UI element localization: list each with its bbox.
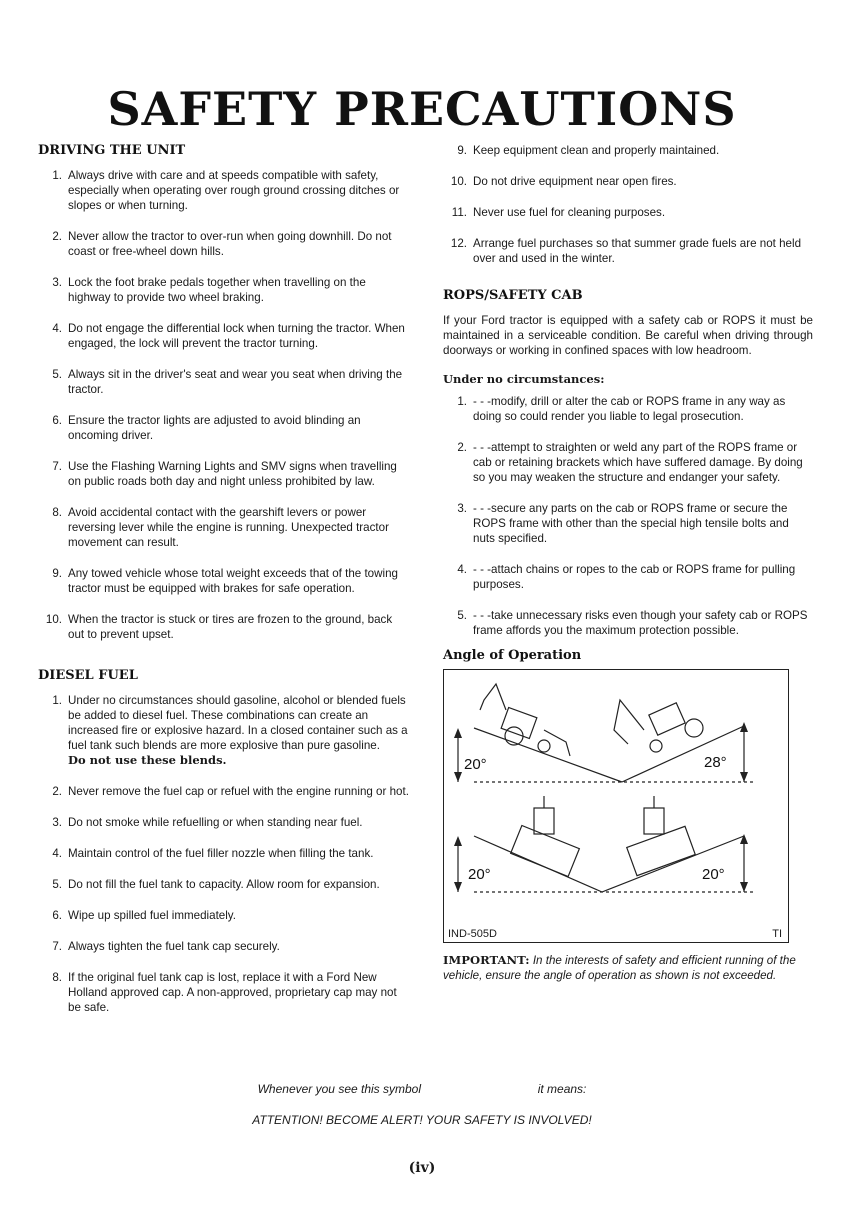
alert-line: ATTENTION! BECOME ALERT! YOUR SAFETY IS INVOLVED! xyxy=(252,1113,592,1127)
list-item: 11. Never use fuel for cleaning purposes. xyxy=(451,206,666,219)
list-item: 6. Ensure the tractor lights are adjusted to avoid blinding an oncoming driver. xyxy=(52,414,361,442)
diesel-heading: DIESEL FUEL xyxy=(38,668,138,683)
backhoe-left xyxy=(480,684,570,756)
rops-list xyxy=(443,394,813,638)
backhoe-right xyxy=(614,700,703,752)
list-item: 9. Keep equipment clean and properly maintained. xyxy=(457,144,720,157)
figure-mark: TI xyxy=(772,928,782,940)
page-number: (iv) xyxy=(408,1160,436,1176)
angle-label-top-right: 28° xyxy=(704,754,727,771)
list-item: 8. If the original fuel tank cap is lost, replace it with a Ford New Holland approved cap. A non-approved, proprietary cap may not be safe. xyxy=(52,971,397,1014)
symbol-line-right: it means: xyxy=(537,1082,587,1096)
list-item: 6. Wipe up spilled fuel immediately. xyxy=(52,909,236,922)
loader-left xyxy=(511,796,580,877)
list-item: 10. When the tractor is stuck or tires are frozen to the ground, back out to prevent upset. xyxy=(45,613,393,641)
important-label: IMPORTANT: xyxy=(443,953,530,967)
slope-line-top-left xyxy=(474,728,622,782)
diesel-list xyxy=(38,693,410,1015)
general-list xyxy=(443,143,813,266)
page-title: SAFETY PRECAUTIONS xyxy=(107,82,737,136)
angle-label-bottom-right: 20° xyxy=(702,866,725,883)
symbol-line xyxy=(0,1082,844,1096)
rops-subheading: Under no circumstances: xyxy=(443,372,605,386)
list-item: 1. Under no circumstances should gasoline, alcohol or blended fuels be added to diesel fuel. These combinations can create an increased fire or explosive hazard. In a closed container such as a fuel tank such blends are more explosive than pure gasoline. Do not use these blends. xyxy=(38,693,410,768)
list-item: 4. Do not engage the differential lock when turning the tractor. When engaged, the lock will prevent the tractor turning. xyxy=(52,322,405,350)
right-column xyxy=(443,143,813,983)
list-item: 5. Do not fill the fuel tank to capacity. Allow room for expansion. xyxy=(52,878,380,891)
list-item: 2. Never remove the fuel cap or refuel with the engine running or hot. xyxy=(52,785,409,798)
angle-label-top-left: 20° xyxy=(464,756,487,773)
list-item: 3. Lock the foot brake pedals together when travelling on the highway to provide two wheel braking. xyxy=(52,276,366,304)
list-item: 4. - - -attach chains or ropes to the cab or ROPS frame for pulling purposes. xyxy=(457,563,796,591)
list-item: 5. - - -take unnecessary risks even though your safety cab or ROPS frame affords you the maximum protection possible. xyxy=(457,609,808,637)
list-item: 3. Do not smoke while refuelling or when standing near fuel. xyxy=(52,816,363,829)
list-item: 9. Any towed vehicle whose total weight exceeds that of the towing tractor must be equipped with brakes for safe operation. xyxy=(52,567,398,595)
figure-code: IND-505D xyxy=(448,928,497,940)
driving-heading: DRIVING THE UNIT xyxy=(38,143,186,158)
driving-list xyxy=(38,168,410,642)
list-item: 7. Always tighten the fuel tank cap securely. xyxy=(52,940,280,953)
angle-diagram xyxy=(444,670,788,942)
list-item: 5. Always sit in the driver's seat and wear you seat when driving the tractor. xyxy=(52,368,403,396)
angle-label-bottom-left: 20° xyxy=(468,866,491,883)
rops-heading: ROPS/SAFETY CAB xyxy=(443,288,583,303)
list-item: 7. Use the Flashing Warning Lights and SMV signs when travelling on public roads both day and night unless prohibited by law. xyxy=(52,460,397,488)
list-item: 2. - - -attempt to straighten or weld any part of the ROPS frame or cab or retaining brackets which have suffered damage. By doing so you may weaken the structure and endanger your safety. xyxy=(457,441,803,484)
angle-heading: Angle of Operation xyxy=(443,648,582,663)
list-item: 12. Arrange fuel purchases so that summer grade fuels are not held over and used in the winter. xyxy=(450,237,802,265)
warning-bold: Do not use these blends. xyxy=(68,753,227,767)
symbol-line-left: Whenever you see this symbol xyxy=(257,1082,422,1096)
list-item: 10. Do not drive equipment near open fires. xyxy=(450,175,677,188)
list-item: 8. Avoid accidental contact with the gearshift levers or power reversing lever while the engine is running. Unexpected tractor movement can result. xyxy=(52,506,389,549)
slope-line-bottom-right xyxy=(602,836,744,892)
list-item: 1. - - -modify, drill or alter the cab or ROPS frame in any way as doing so could render you liable to legal prosecution. xyxy=(457,395,786,423)
important-text: In the interests of safety and efficient running of the vehicle, ensure the angle of operation as shown is not exceeded. xyxy=(443,954,796,982)
list-item: 4. Maintain control of the fuel filler nozzle when filling the tank. xyxy=(52,847,374,860)
angle-figure xyxy=(443,669,789,943)
rops-intro: If your Ford tractor is equipped with a safety cab or ROPS it must be maintained in a serviceable condition. Be careful when driving through doorways or working in confined spaces with low headroom. xyxy=(443,314,813,357)
loader-right xyxy=(627,796,696,876)
list-item: 3. - - -secure any parts on the cab or ROPS frame or secure the ROPS frame with other than the special high tensile bolts and nuts specified. xyxy=(457,502,789,545)
list-item: 1. Always drive with care and at speeds compatible with safety, especially when operating over rough ground crossing ditches or slopes or when turning. xyxy=(52,169,400,212)
list-item: 2. Never allow the tractor to over-run when going downhill. Do not coast or free-wheel down hills. xyxy=(52,230,392,258)
important-note xyxy=(443,953,813,983)
left-column xyxy=(38,143,410,1031)
